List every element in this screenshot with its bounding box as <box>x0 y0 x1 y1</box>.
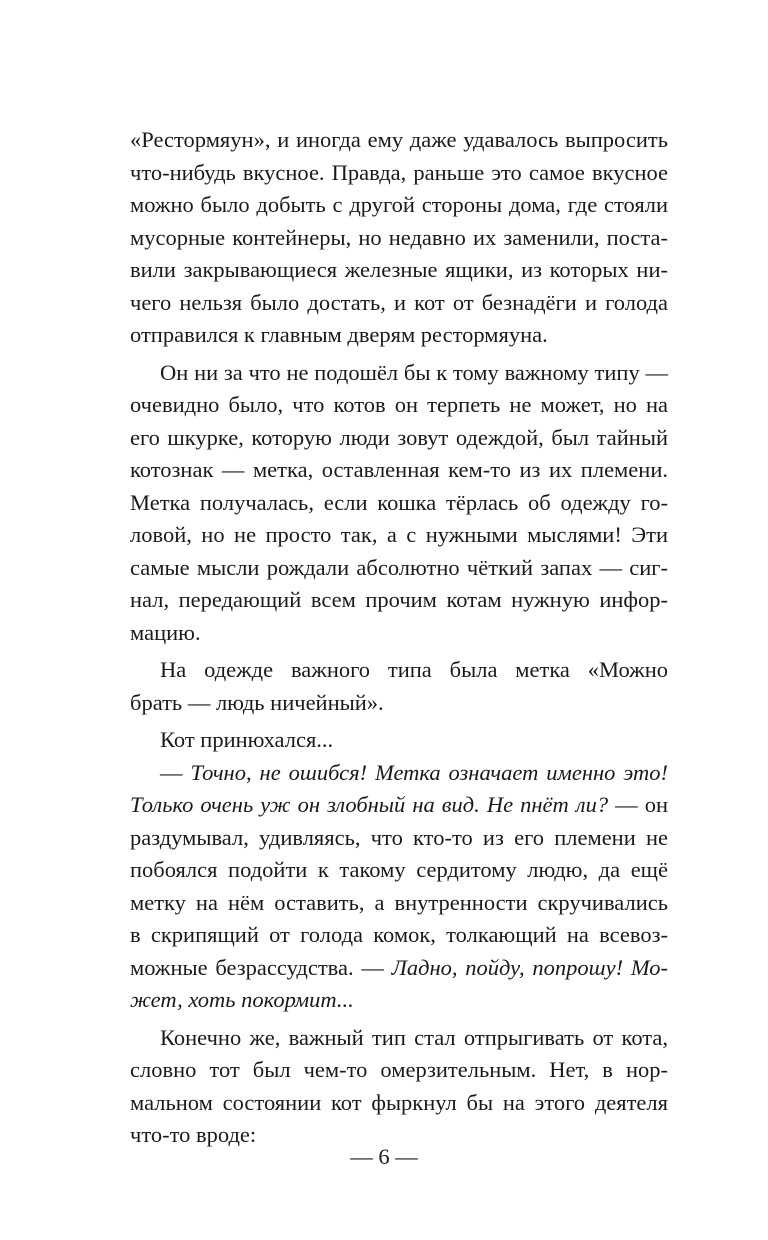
text-span: побоялся подойти к такому сердитому людю, да ещё <box>130 857 668 882</box>
text-line <box>130 617 668 650</box>
text-span: ловой, но не просто так, а с нужными мыслями! Эти <box>130 522 668 547</box>
text-line <box>130 157 668 190</box>
text-span: отправился к главным дверям рестормяуна. <box>130 322 548 347</box>
text-span: Метка получалась, если кошка тёрлась об одежду го- <box>130 489 668 515</box>
text-span: его шкурке, которую люди зовут одеждой, был тайный <box>130 424 668 450</box>
text-span: в скрипящий от голода комок, толкающий на всевоз- <box>130 922 668 947</box>
text-line <box>130 584 668 617</box>
text-span: что-то вроде: <box>130 1122 257 1147</box>
text-span: вили закрывающиеся железные ящики, из которых ни- <box>130 257 668 282</box>
text-line <box>130 222 668 255</box>
text-span: Конечно же, важный тип стал отпрыгивать от кота, <box>160 1024 668 1050</box>
body-text <box>130 124 668 1152</box>
text-line <box>130 724 668 757</box>
text-line <box>130 254 668 287</box>
text-span: словно тот был чем-то омерзительным. Нет, в нор- <box>130 1057 668 1082</box>
text-line <box>130 389 668 422</box>
text-line <box>130 654 668 687</box>
text-line <box>130 189 668 222</box>
text-span: нал, передающий всем прочим котам нужную инфор- <box>130 587 668 612</box>
text-line <box>130 287 668 320</box>
text-span: мальном состоянии кот фыркнул бы на этого деятеля <box>130 1089 668 1115</box>
text-line <box>130 687 668 720</box>
italic-text: Точно, не ошибся! Метка означает именно это! <box>190 759 668 785</box>
italic-text: Только очень уж он злобный на вид. Не пнёт ли? <box>130 792 609 817</box>
text-span: Кот принюхался... <box>160 727 334 752</box>
text-span: — он <box>608 792 668 817</box>
text-line <box>130 1022 668 1055</box>
text-span: На одежде важного типа была метка «Можно <box>160 657 668 682</box>
text-line <box>130 887 668 920</box>
text-line <box>130 919 668 952</box>
text-span: брать — людь ничейный». <box>130 689 384 715</box>
text-span: что-нибудь вкусное. Правда, раньше это самое вкусное <box>130 159 668 185</box>
text-line <box>130 822 668 855</box>
text-line <box>130 1087 668 1120</box>
text-line <box>130 952 668 985</box>
text-span: очевидно было, что котов он терпеть не может, но на <box>130 392 668 417</box>
text-span: «Рестормяун», и иногда ему даже удавалось выпросить <box>130 127 668 152</box>
text-line <box>130 487 668 520</box>
text-span: можно было добыть с другой стороны дома, где стояли <box>130 192 668 217</box>
text-line <box>130 319 668 352</box>
text-span: можные безрассудства. — <box>130 954 392 980</box>
text-line <box>130 454 668 487</box>
text-line <box>130 854 668 887</box>
italic-text: жет, хоть покормит... <box>130 987 354 1012</box>
text-line <box>130 124 668 157</box>
text-line <box>130 357 668 390</box>
italic-text: Ладно, пойду, попрошу! Мо- <box>391 954 668 980</box>
text-line <box>130 1054 668 1087</box>
text-span: чего нельзя было достать, и кот от безнадёги и голода <box>130 289 668 315</box>
text-span: мацию. <box>130 619 201 645</box>
text-line <box>130 422 668 455</box>
text-span: Он ни за что не подошёл бы к тому важному типу — <box>160 359 668 385</box>
text-line <box>130 552 668 585</box>
text-line <box>130 789 668 822</box>
text-span: — <box>160 759 191 785</box>
text-line <box>130 984 668 1017</box>
text-span: котознак — метка, оставленная кем-то из их племени. <box>130 457 668 482</box>
text-line <box>130 757 668 790</box>
text-span: мусорные контейнеры, но недавно их заменили, поста- <box>130 224 668 250</box>
page-number: — 6 — <box>350 1144 418 1169</box>
text-span: раздумывал, удивляясь, что кто-то из его племени не <box>130 824 668 850</box>
text-span: метку на нём оставить, а внутренности скручивались <box>130 889 668 915</box>
text-line <box>130 519 668 552</box>
text-span: самые мысли рождали абсолютно чёткий запах — сиг- <box>130 554 668 580</box>
